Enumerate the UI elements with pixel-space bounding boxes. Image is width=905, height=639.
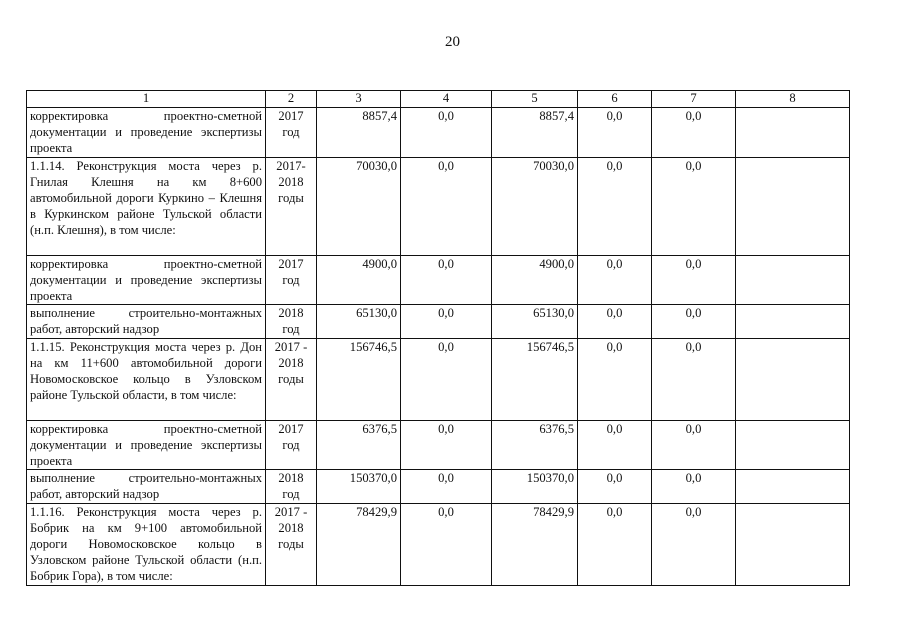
item-name-cell: корректировка проектно-сметной документации и проведение экспертизы проекта xyxy=(27,420,266,470)
table-row xyxy=(27,255,850,305)
value-cell-8 xyxy=(736,470,850,503)
value-cell-6: 0,0 xyxy=(578,157,652,255)
table-row xyxy=(27,420,850,470)
item-name-cell: выполнение строительно-монтажных работ, авторский надзор xyxy=(27,470,266,503)
value-cell-8 xyxy=(736,338,850,420)
value-cell-4: 0,0 xyxy=(401,157,492,255)
value-cell-4: 0,0 xyxy=(401,338,492,420)
value-cell-3: 70030,0 xyxy=(317,157,401,255)
value-cell-8 xyxy=(736,420,850,470)
year-cell: 2017 - 2018 годы xyxy=(266,503,317,585)
value-cell-7: 0,0 xyxy=(652,420,736,470)
budget-table xyxy=(26,90,850,586)
table-row xyxy=(27,503,850,585)
year-cell: 2017 год xyxy=(266,420,317,470)
value-cell-4: 0,0 xyxy=(401,255,492,305)
value-cell-5: 150370,0 xyxy=(492,470,578,503)
value-cell-5: 6376,5 xyxy=(492,420,578,470)
column-number-row xyxy=(27,91,850,108)
item-name-cell: 1.1.14. Реконструкция моста через р. Гнилая Клешня на км 8+600 автомобильной дороги Куркино – Клешня в Куркинском районе Тульской области (н.п. Клешня), в том числе: xyxy=(27,157,266,255)
value-cell-6: 0,0 xyxy=(578,108,652,158)
value-cell-3: 78429,9 xyxy=(317,503,401,585)
value-cell-4: 0,0 xyxy=(401,503,492,585)
value-cell-8 xyxy=(736,108,850,158)
column-header: 7 xyxy=(652,91,736,108)
value-cell-7: 0,0 xyxy=(652,305,736,338)
item-name-cell: корректировка проектно-сметной документации и проведение экспертизы проекта xyxy=(27,255,266,305)
value-cell-7: 0,0 xyxy=(652,157,736,255)
value-cell-7: 0,0 xyxy=(652,338,736,420)
value-cell-7: 0,0 xyxy=(652,470,736,503)
value-cell-3: 150370,0 xyxy=(317,470,401,503)
value-cell-8 xyxy=(736,255,850,305)
value-cell-6: 0,0 xyxy=(578,305,652,338)
column-header: 2 xyxy=(266,91,317,108)
table-row xyxy=(27,157,850,255)
column-header: 6 xyxy=(578,91,652,108)
value-cell-5: 65130,0 xyxy=(492,305,578,338)
year-cell: 2018 год xyxy=(266,470,317,503)
column-header: 5 xyxy=(492,91,578,108)
value-cell-3: 65130,0 xyxy=(317,305,401,338)
column-header: 3 xyxy=(317,91,401,108)
year-cell: 2018 год xyxy=(266,305,317,338)
column-header: 4 xyxy=(401,91,492,108)
value-cell-8 xyxy=(736,503,850,585)
year-cell: 2017 - 2018 годы xyxy=(266,338,317,420)
year-cell: 2017 год xyxy=(266,255,317,305)
value-cell-8 xyxy=(736,305,850,338)
value-cell-5: 156746,5 xyxy=(492,338,578,420)
page-number: 20 xyxy=(445,34,460,50)
column-header: 1 xyxy=(27,91,266,108)
value-cell-5: 70030,0 xyxy=(492,157,578,255)
value-cell-6: 0,0 xyxy=(578,503,652,585)
column-header: 8 xyxy=(736,91,850,108)
value-cell-3: 6376,5 xyxy=(317,420,401,470)
table-row xyxy=(27,470,850,503)
value-cell-6: 0,0 xyxy=(578,470,652,503)
value-cell-7: 0,0 xyxy=(652,503,736,585)
value-cell-5: 78429,9 xyxy=(492,503,578,585)
value-cell-5: 4900,0 xyxy=(492,255,578,305)
value-cell-6: 0,0 xyxy=(578,420,652,470)
table-row xyxy=(27,338,850,420)
value-cell-6: 0,0 xyxy=(578,338,652,420)
value-cell-3: 4900,0 xyxy=(317,255,401,305)
year-cell: 2017 год xyxy=(266,108,317,158)
item-name-cell: 1.1.16. Реконструкция моста через р. Бобрик на км 9+100 автомобильной дороги Новомосковское кольцо в Узловском районе Тульской области (н.п. Бобрик Гора), в том числе: xyxy=(27,503,266,585)
value-cell-6: 0,0 xyxy=(578,255,652,305)
value-cell-7: 0,0 xyxy=(652,255,736,305)
value-cell-4: 0,0 xyxy=(401,305,492,338)
item-name-cell: выполнение строительно-монтажных работ, авторский надзор xyxy=(27,305,266,338)
value-cell-4: 0,0 xyxy=(401,420,492,470)
value-cell-5: 8857,4 xyxy=(492,108,578,158)
table-row xyxy=(27,305,850,338)
value-cell-4: 0,0 xyxy=(401,470,492,503)
value-cell-7: 0,0 xyxy=(652,108,736,158)
value-cell-3: 8857,4 xyxy=(317,108,401,158)
item-name-cell: 1.1.15. Реконструкция моста через р. Дон на км 11+600 автомобильной дороги Новомосковское кольцо в Узловском районе Тульской области, в том числе: xyxy=(27,338,266,420)
value-cell-3: 156746,5 xyxy=(317,338,401,420)
value-cell-8 xyxy=(736,157,850,255)
year-cell: 2017-2018 годы xyxy=(266,157,317,255)
value-cell-4: 0,0 xyxy=(401,108,492,158)
item-name-cell: корректировка проектно-сметной документации и проведение экспертизы проекта xyxy=(27,108,266,158)
table-row xyxy=(27,108,850,158)
